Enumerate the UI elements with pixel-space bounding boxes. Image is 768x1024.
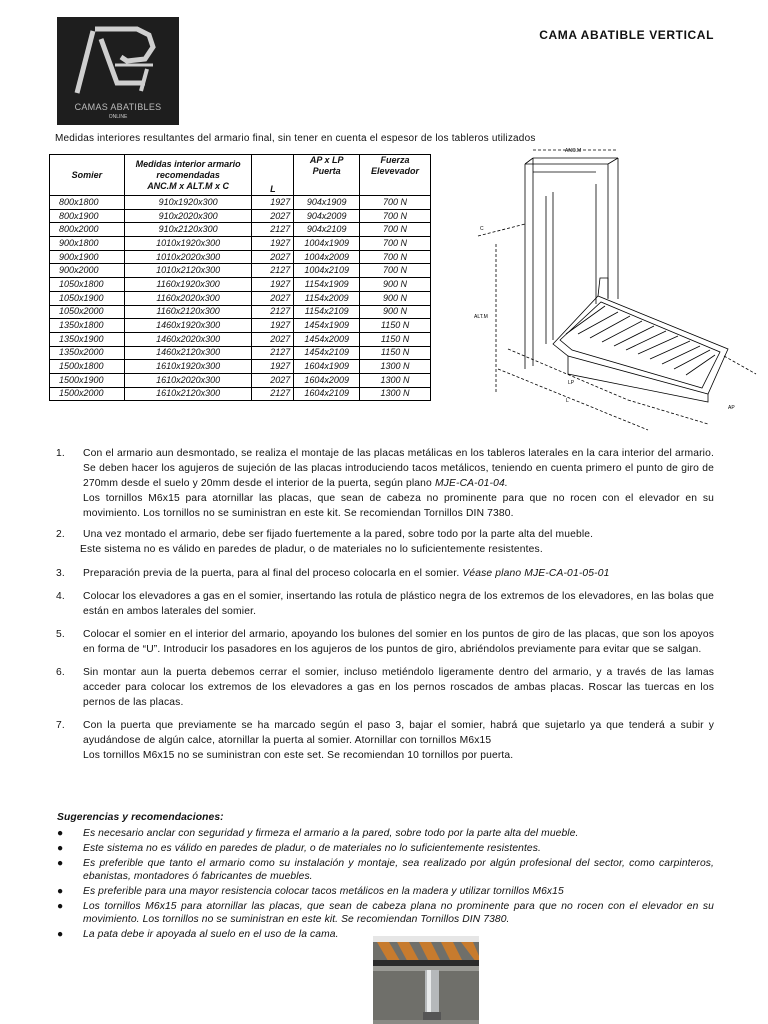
table-row xyxy=(50,346,431,360)
step-text: Una vez montado el armario, debe ser fijado fuertemente a la pared, sobre todo por la parte alta del mueble. xyxy=(83,529,594,540)
cell-ap-lp: 1154x2009 xyxy=(294,291,360,305)
table-row xyxy=(50,237,431,251)
cell-fuerza: 900 N xyxy=(360,278,431,292)
cell-ap-lp: 904x2009 xyxy=(294,209,360,223)
step-3 xyxy=(56,566,714,581)
suggestion-text: Es necesario anclar con seguridad y firmeza el armario a la pared, sobre todo por la parte alta del mueble. xyxy=(83,828,579,839)
cell-somier: 1350x1800 xyxy=(50,319,125,333)
cell-ap-lp: 1604x2109 xyxy=(294,387,360,401)
table-row xyxy=(50,223,431,237)
step-number: 4. xyxy=(56,591,65,602)
suggestions-title: Sugerencias y recomendaciones: xyxy=(57,812,224,823)
col-header-ap-lp xyxy=(294,155,360,196)
cell-medidas: 1460x1920x300 xyxy=(124,319,252,333)
suggestion-text: Los tornillos M6x15 para atornillar las placas, que sean de cabeza plana no prominente para que no rocen con el elevador en su movimiento. Los tornillos no se suministran en este kit. Se recomiendan Tornillos DIN 7380. xyxy=(83,901,714,925)
cell-somier: 800x1800 xyxy=(50,196,125,210)
label-lp: LP xyxy=(568,380,575,386)
cell-fuerza: 900 N xyxy=(360,305,431,319)
table-row xyxy=(50,291,431,305)
cell-ap-lp: 1154x1909 xyxy=(294,278,360,292)
step-text-note: Los tornillos M6x15 no se suministran con este set. Se recomiendan 10 tornillos por puerta. xyxy=(83,750,514,761)
cell-l: 2127 xyxy=(252,305,294,319)
cell-medidas: 1460x2120x300 xyxy=(124,346,252,360)
suggestion-item xyxy=(57,842,714,855)
label-anc: ANC.M xyxy=(565,148,582,154)
col-header-fuerza-line1: Fuerza xyxy=(380,155,410,165)
cell-ap-lp: 1454x2109 xyxy=(294,346,360,360)
suggestion-item xyxy=(57,885,714,898)
table-row xyxy=(50,332,431,346)
col-header-medidas-line2: recomendadas xyxy=(156,169,220,180)
bullet-icon: ● xyxy=(57,901,64,912)
cell-medidas: 1160x1920x300 xyxy=(124,278,252,292)
cell-ap-lp: 904x1909 xyxy=(294,196,360,210)
cell-somier: 1050x2000 xyxy=(50,305,125,319)
suggestion-item xyxy=(57,827,714,840)
cell-somier: 1050x1900 xyxy=(50,291,125,305)
step-2 xyxy=(56,527,714,557)
table-row xyxy=(50,196,431,210)
document-title: CAMA ABATIBLE VERTICAL xyxy=(539,28,714,42)
cell-fuerza: 1150 N xyxy=(360,332,431,346)
cell-fuerza: 900 N xyxy=(360,291,431,305)
cell-fuerza: 700 N xyxy=(360,223,431,237)
cell-somier: 1500x2000 xyxy=(50,387,125,401)
col-header-somier: Somier xyxy=(50,155,125,196)
logo-subtext: ONLINE xyxy=(108,114,128,120)
step-plan-reference: MJE-CA-01-04. xyxy=(434,478,508,489)
table-row xyxy=(50,305,431,319)
cell-somier: 1050x1800 xyxy=(50,278,125,292)
cell-fuerza: 1300 N xyxy=(360,360,431,374)
cell-l: 2027 xyxy=(252,373,294,387)
cell-fuerza: 700 N xyxy=(360,264,431,278)
cell-fuerza: 1300 N xyxy=(360,373,431,387)
cell-medidas: 1010x2120x300 xyxy=(124,264,252,278)
step-7 xyxy=(56,718,714,763)
cell-ap-lp: 1004x2009 xyxy=(294,250,360,264)
table-row xyxy=(50,319,431,333)
table-row xyxy=(50,373,431,387)
cell-ap-lp: 1004x1909 xyxy=(294,237,360,251)
cell-medidas: 1010x1920x300 xyxy=(124,237,252,251)
cell-somier: 800x2000 xyxy=(50,223,125,237)
label-l: L xyxy=(566,398,569,404)
cell-fuerza: 1150 N xyxy=(360,319,431,333)
cell-l: 2127 xyxy=(252,264,294,278)
col-header-medidas-line1: Medidas interior armario xyxy=(135,158,241,169)
cell-l: 2027 xyxy=(252,209,294,223)
cell-l: 2027 xyxy=(252,291,294,305)
cell-somier: 800x1900 xyxy=(50,209,125,223)
assembly-steps xyxy=(56,446,714,763)
cell-ap-lp: 1004x2109 xyxy=(294,264,360,278)
suggestions-list xyxy=(57,827,714,941)
table-row xyxy=(50,360,431,374)
step-text: Con el armario aun desmontado, se realiza el montaje de las placas metálicas en los tableros laterales en la cara interior del armario. Se deben hacer los agujeros de sujeción de las placas introduciendo tacos metálicos, teniendo en cuenta primero el punto de giro de 270mm desde el suelo y 20mm desde el interior de la puerta, según plano xyxy=(83,448,714,489)
cell-l: 2127 xyxy=(252,346,294,360)
dimensions-table xyxy=(49,154,431,401)
cell-medidas: 910x1920x300 xyxy=(124,196,252,210)
suggestions-section xyxy=(57,811,714,943)
cell-somier: 900x2000 xyxy=(50,264,125,278)
step-text: Sin montar aun la puerta debemos cerrar el somier, incluso metiéndolo ligeramente dentro del armario, y a través de las lamas acceder para colocar los extremos de los elevadores a gas en los pernos roscados de ambas placas. Roscar las tuercas en los pernos de las placas. xyxy=(83,667,714,708)
step-4 xyxy=(56,589,714,619)
cell-l: 2127 xyxy=(252,387,294,401)
cell-ap-lp: 1604x1909 xyxy=(294,360,360,374)
step-5 xyxy=(56,627,714,657)
cell-l: 2027 xyxy=(252,250,294,264)
company-logo xyxy=(57,17,179,125)
cell-l: 1927 xyxy=(252,319,294,333)
cell-l: 1927 xyxy=(252,360,294,374)
cell-l: 1927 xyxy=(252,196,294,210)
col-header-l: L xyxy=(252,155,294,196)
cell-somier: 1350x1900 xyxy=(50,332,125,346)
cell-l: 1927 xyxy=(252,237,294,251)
step-number: 2. xyxy=(56,529,65,540)
col-header-medidas xyxy=(124,155,252,196)
suggestion-text: Es preferible que tanto el armario como su instalación y montaje, sea realizado por algún profesional del sector, como carpinteros, ebanistas, montadores ó fabricantes de muebles. xyxy=(83,858,714,882)
table-row xyxy=(50,209,431,223)
table-row xyxy=(50,250,431,264)
label-c: C xyxy=(480,226,484,232)
cell-medidas: 1010x2020x300 xyxy=(124,250,252,264)
cell-medidas: 910x2020x300 xyxy=(124,209,252,223)
cell-fuerza: 1150 N xyxy=(360,346,431,360)
step-6 xyxy=(56,665,714,710)
bullet-icon: ● xyxy=(57,828,64,839)
bed-leg-photo xyxy=(373,936,479,1024)
suggestion-item xyxy=(57,900,714,926)
table-row xyxy=(50,278,431,292)
step-text: Colocar los elevadores a gas en el somier, insertando las rotula de plástico negra de los extremos de los elevadores, en las bolas que están en ambos laterales del somier. xyxy=(83,591,714,617)
cell-medidas: 1610x2120x300 xyxy=(124,387,252,401)
step-text: Con la puerta que previamente se ha marcado según el paso 3, bajar el somier, habrá que sujetarlo ya que tenderá a subir y ayudándose de algún calce, atornillar la puerta al somier. Atornillar con tornillos M6x15 xyxy=(83,720,714,746)
cell-somier: 1350x2000 xyxy=(50,346,125,360)
suggestion-text: Este sistema no es válido en paredes de pladur, o de materiales no lo suficientemente resistentes. xyxy=(83,843,541,854)
step-text: Colocar el somier en el interior del armario, apoyando los bulones del somier en los puntos de giro de las placas, que son los apoyos en forma de “U”. Introducir los pasadores en los agujeros de los puntos de giro, abriéndolos previamente para evitar que se salgan. xyxy=(83,629,714,655)
bullet-icon: ● xyxy=(57,858,64,869)
intro-text: Medidas interiores resultantes del armario final, sin tener en cuenta el espesor de los tableros utilizados xyxy=(55,133,536,144)
col-header-ap-line1: AP x LP xyxy=(309,155,344,165)
col-header-fuerza-line2: Elevevador xyxy=(371,166,420,176)
step-number: 5. xyxy=(56,629,65,640)
cell-ap-lp: 904x2109 xyxy=(294,223,360,237)
step-text-note: Este sistema no es válido en paredes de pladur, o de materiales no lo suficientemente resistentes. xyxy=(80,544,543,555)
col-header-medidas-line3: ANC.M x ALT.M x C xyxy=(147,180,230,191)
cell-fuerza: 700 N xyxy=(360,250,431,264)
cell-somier: 1500x1900 xyxy=(50,373,125,387)
step-text: Preparación previa de la puerta, para al final del proceso colocarla en el somier. xyxy=(83,568,463,579)
label-ap: AP xyxy=(728,405,735,411)
bullet-icon: ● xyxy=(57,843,64,854)
suggestion-text: La pata debe ir apoyada al suelo en el uso de la cama. xyxy=(83,929,339,940)
table-row xyxy=(50,387,431,401)
bed-technical-drawing xyxy=(468,144,763,434)
cell-fuerza: 1300 N xyxy=(360,387,431,401)
cell-ap-lp: 1454x2009 xyxy=(294,332,360,346)
cell-ap-lp: 1454x1909 xyxy=(294,319,360,333)
cell-somier: 900x1800 xyxy=(50,237,125,251)
suggestion-text: Es preferible para una mayor resistencia colocar tacos metálicos en la madera y utilizar tornillos M6x15 xyxy=(83,886,564,897)
cell-fuerza: 700 N xyxy=(360,237,431,251)
bullet-icon: ● xyxy=(57,929,64,940)
step-number: 1. xyxy=(56,448,65,459)
col-header-fuerza xyxy=(360,155,431,196)
cell-medidas: 1460x2020x300 xyxy=(124,332,252,346)
cell-medidas: 910x2120x300 xyxy=(124,223,252,237)
cell-somier: 1500x1800 xyxy=(50,360,125,374)
step-number: 7. xyxy=(56,720,65,731)
label-alt: ALT.M xyxy=(474,314,488,320)
cell-medidas: 1160x2120x300 xyxy=(124,305,252,319)
cell-ap-lp: 1604x2009 xyxy=(294,373,360,387)
step-text-note: Los tornillos M6x15 para atornillar las placas, que sean de cabeza no prominente para que no rocen con el elevador en su movimiento. Los tornillos no se suministran en este kit. Se recomiendan Tornillos DIN 7380. xyxy=(83,493,714,519)
step-1 xyxy=(56,446,714,521)
cell-l: 1927 xyxy=(252,278,294,292)
col-header-ap-line2: Puerta xyxy=(312,166,341,176)
cell-fuerza: 700 N xyxy=(360,196,431,210)
cell-medidas: 1610x1920x300 xyxy=(124,360,252,374)
bullet-icon: ● xyxy=(57,886,64,897)
cell-medidas: 1160x2020x300 xyxy=(124,291,252,305)
step-plan-reference: Véase plano MJE-CA-01-05-01 xyxy=(462,568,610,579)
cell-somier: 900x1900 xyxy=(50,250,125,264)
table-body xyxy=(50,196,431,401)
cell-l: 2027 xyxy=(252,332,294,346)
logo-text: CAMAS ABATIBLES xyxy=(74,102,162,112)
step-number: 6. xyxy=(56,667,65,678)
table-header-row xyxy=(50,155,431,196)
cell-fuerza: 700 N xyxy=(360,209,431,223)
cell-medidas: 1610x2020x300 xyxy=(124,373,252,387)
table-row xyxy=(50,264,431,278)
cell-l: 2127 xyxy=(252,223,294,237)
suggestion-item xyxy=(57,857,714,883)
step-number: 3. xyxy=(56,568,65,579)
cell-ap-lp: 1154x2109 xyxy=(294,305,360,319)
